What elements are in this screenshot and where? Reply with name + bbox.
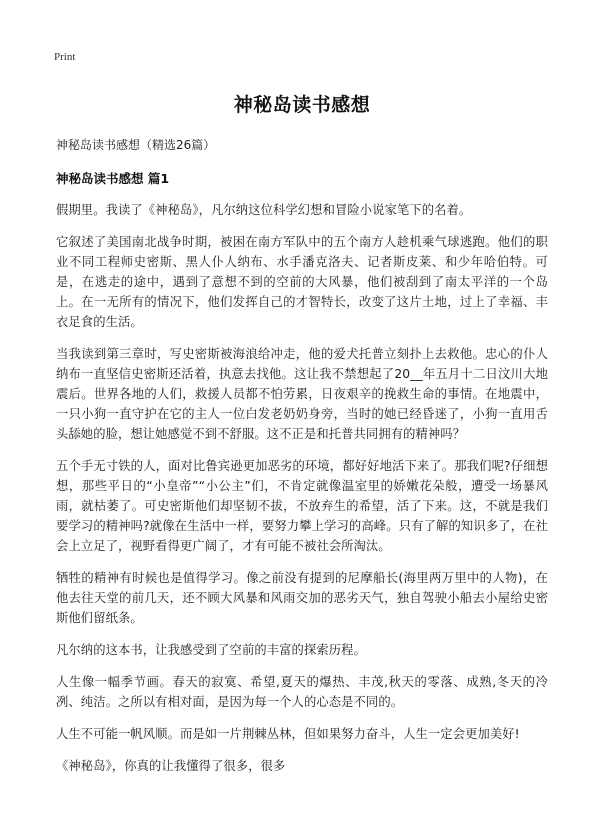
section-heading: 神秘岛读书感想 篇1 <box>56 171 170 186</box>
paragraph: 它叙述了美国南北战争时期，被困在南方军队中的五个南方人趁机乘气球逃跑。他们的职业不同工程师史密斯、黑人仆人纳布、水手潘克洛夫、记者斯皮莱、和少年哈伯特。可是，在逃走的途中，遇到了意想不到的空前的大风暴，他们被刮到了南太平洋的一个岛上。在一无所有的情况下，他们发挥自己的才智特长，改变了这片土地，过上了幸福、丰衣足食的生活。 <box>56 235 548 329</box>
paragraph: 假期里。我读了《神秘岛》，凡尔纳这位科学幻想和冒险小说家笔下的名着。 <box>56 203 472 217</box>
paragraph: 当我读到第三章时，写史密斯被海浪给冲走，他的爱犬托普立刻扑上去救他。忠心的仆人纳布一直坚信史密斯还活着，执意去找他。这让我不禁想起了20__年五月十二日汶川大地震后。世界各地的人们，救援人员都不怕劳累，日夜艰辛的挽救生命的事情。在地震中，一只小狗一直守护在它的主人一位白发老奶奶身旁，当时的她已经昏迷了，小狗一直用舌头舔她的脸，想让她感觉不到不舒服。这不正是和托普共同拥有的精神吗？ <box>56 347 548 441</box>
document-subtitle: 神秘岛读书感想（精选26篇） <box>56 138 216 152</box>
paragraph: 五个手无寸铁的人，面对比鲁宾逊更加恶劣的环境，都好好地活下来了。那我们呢?仔细想想，那些平日的“小皇帝”“小公主”们，不肯定就像温室里的娇嫩花朵般，遭受一场暴风雨，就枯萎了。可史密斯他们却坚韧不拔，不放弃生的希望，活了下来。这，不就是我们要学习的精神吗?就像在生活中一样，要努力攀上学习的高峰。只有了解的知识多了，在社会上立足了，视野看得更广阔了，才有可能不被社会所淘汰。 <box>56 459 548 553</box>
paragraph: 人生像一幅季节画。春天的寂寞、希望,夏天的爆热、丰茂,秋天的零落、成熟,冬天的冷冽、纯洁。之所以有相对面，是因为每一个人的心态是不同的。 <box>56 675 548 709</box>
paragraph: 人生不可能一帆风顺。而是如一片荆棘丛林，但如果努力奋斗，人生一定会更加美好! <box>56 727 520 741</box>
print-link[interactable]: Print <box>54 51 76 63</box>
paragraph: 《神秘岛》，你真的让我懂得了很多，很多 <box>56 759 286 773</box>
paragraph: 牺牲的精神有时候也是值得学习。像之前没有提到的尼摩船长(海里两万里中的人物)，在他去往天堂的前几天，还不顾大风暴和风雨交加的恶劣天气，独自驾驶小船去小屋给史密斯他们留纸条。 <box>56 571 548 625</box>
page-title: 神秘岛读书感想 <box>233 94 371 116</box>
paragraph: 凡尔纳的这本书，让我感受到了空前的丰富的探索历程。 <box>56 643 366 657</box>
